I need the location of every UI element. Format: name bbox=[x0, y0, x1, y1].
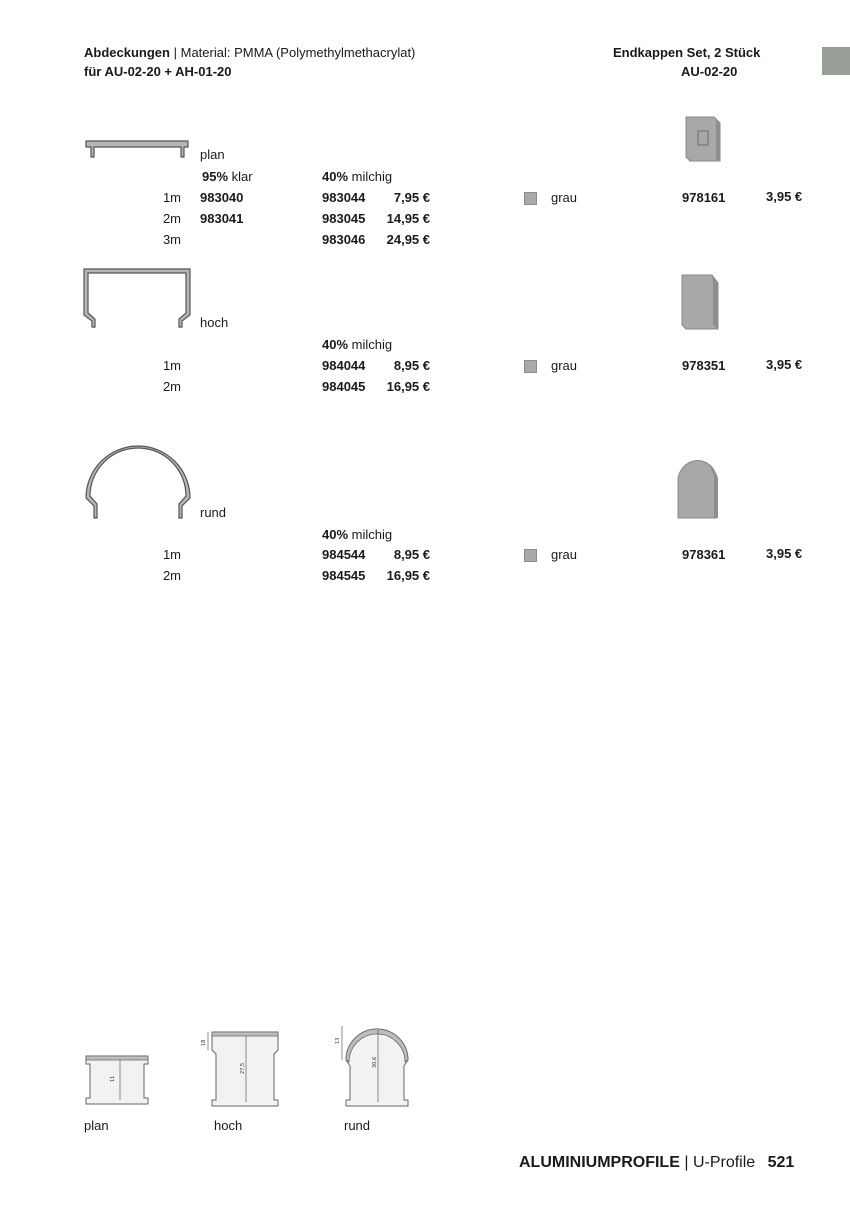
endcap-hoch-price: 3,95 € bbox=[766, 357, 803, 372]
section-plan-name: plan bbox=[200, 147, 225, 162]
endcap-rund-color-name: grau bbox=[551, 547, 578, 562]
rund-row-1-milchig: 984544 bbox=[322, 547, 366, 562]
endcap-hoch-article: 978351 bbox=[682, 358, 726, 373]
plan-col-milchig-header: 40% milchig bbox=[322, 169, 393, 184]
rund-row-2-length: 2m bbox=[162, 568, 181, 583]
diagram-hoch-dim-1: 18 bbox=[201, 1039, 207, 1046]
section-hoch-name: hoch bbox=[200, 315, 229, 330]
endcap-rund-price: 3,95 € bbox=[766, 546, 803, 561]
hoch-col-milchig-header: 40% milchig bbox=[322, 337, 393, 352]
footer-subcategory: U-Profile bbox=[692, 1154, 756, 1171]
diagram-hoch-dim-2: 27,5 bbox=[240, 1062, 246, 1074]
rund-row-1-length: 1m bbox=[162, 547, 181, 562]
diagram-rund-dim-1: 13 bbox=[335, 1037, 341, 1044]
plan-row-2-milchig: 983045 bbox=[322, 211, 366, 226]
hoch-row-1-milchig: 984044 bbox=[322, 358, 366, 373]
profile-plan-image bbox=[84, 139, 194, 161]
header-right-subtitle: AU-02-20 bbox=[681, 64, 738, 79]
diagram-plan-label: plan bbox=[84, 1118, 109, 1133]
section-rund-name: rund bbox=[200, 505, 227, 520]
plan-row-3-milchig: 983046 bbox=[322, 232, 366, 247]
diagram-hoch-label: hoch bbox=[214, 1118, 243, 1133]
plan-row-2-length: 2m bbox=[162, 211, 181, 226]
profile-rund-image bbox=[82, 442, 194, 520]
endcap-rund-color-swatch bbox=[524, 549, 537, 562]
header-material: Material: PMMA (Polymethylmethacrylat) bbox=[180, 45, 416, 60]
header-left-subtitle: für AU-02-20 + AH-01-20 bbox=[84, 64, 232, 79]
rund-row-2-price: 16,95 € bbox=[386, 568, 430, 583]
diagram-plan bbox=[84, 1052, 152, 1106]
diagram-rund-dim-2: 30,6 bbox=[372, 1056, 378, 1068]
hoch-row-1-price: 8,95 € bbox=[393, 358, 430, 373]
hoch-row-1-length: 1m bbox=[162, 358, 181, 373]
diagram-rund bbox=[332, 1020, 416, 1108]
plan-row-3-price: 24,95 € bbox=[386, 232, 430, 247]
endcap-plan-image bbox=[684, 115, 724, 163]
plan-col-klar-header: 95% klar bbox=[202, 169, 253, 184]
diagram-hoch bbox=[200, 1028, 284, 1108]
rund-col-milchig-header: 40% milchig bbox=[322, 527, 393, 542]
endcap-plan-color-swatch bbox=[524, 192, 537, 205]
header-title-bold: Abdeckungen bbox=[84, 45, 170, 60]
profile-hoch-image bbox=[82, 267, 194, 329]
rund-row-2-milchig: 984545 bbox=[322, 568, 366, 583]
footer-category: ALUMINIUMPROFILE bbox=[519, 1154, 680, 1171]
hoch-row-2-price: 16,95 € bbox=[386, 379, 430, 394]
endcap-hoch-image bbox=[680, 273, 722, 331]
plan-row-1-length: 1m bbox=[162, 190, 181, 205]
rund-row-1-price: 8,95 € bbox=[393, 547, 430, 562]
plan-row-2-klar: 983041 bbox=[200, 211, 244, 226]
page-number: 521 bbox=[767, 1154, 795, 1171]
header-right-title: Endkappen Set, 2 Stück bbox=[613, 45, 761, 60]
endcap-plan-price: 3,95 € bbox=[766, 189, 803, 204]
endcap-rund-article: 978361 bbox=[682, 547, 726, 562]
plan-row-1-klar: 983040 bbox=[200, 190, 244, 205]
endcap-hoch-color-name: grau bbox=[551, 358, 578, 373]
endcap-hoch-color-swatch bbox=[524, 360, 537, 373]
header-separator: | bbox=[173, 45, 177, 60]
plan-row-1-milchig: 983044 bbox=[322, 190, 366, 205]
plan-row-1-price: 7,95 € bbox=[393, 190, 430, 205]
diagram-rund-label: rund bbox=[344, 1118, 371, 1133]
endcap-plan-color-name: grau bbox=[551, 190, 578, 205]
footer-separator: | bbox=[684, 1154, 689, 1171]
plan-row-3-length: 3m bbox=[162, 232, 181, 247]
page-footer bbox=[519, 1154, 794, 1172]
diagram-plan-dim: 11 bbox=[110, 1075, 116, 1082]
endcap-rund-image bbox=[674, 452, 722, 520]
hoch-row-2-length: 2m bbox=[162, 379, 181, 394]
hoch-row-2-milchig: 984045 bbox=[322, 379, 366, 394]
header-left-title bbox=[84, 44, 415, 62]
section-tab bbox=[822, 47, 850, 75]
plan-row-2-price: 14,95 € bbox=[386, 211, 430, 226]
endcap-plan-article: 978161 bbox=[682, 190, 726, 205]
